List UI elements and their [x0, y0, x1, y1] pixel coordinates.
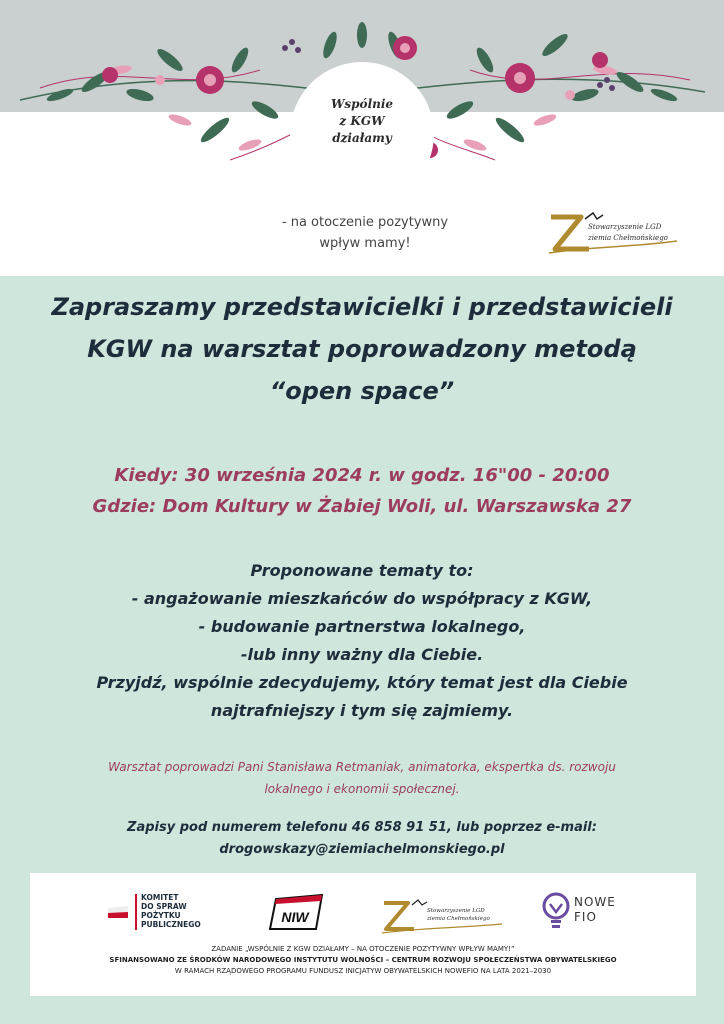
komitet-divider: [135, 894, 137, 930]
signup-phone: Zapisy pod numerem telefonu 46 858 91 51, lub poprzez e-mail:: [127, 820, 597, 835]
topic-item: - budowanie partnerstwa lokalnego,: [198, 617, 526, 636]
komitet-logo: [108, 892, 218, 932]
signup-info: [40, 817, 684, 861]
headline: Zapraszamy przedstawicielki i przedstawicieli KGW na warsztat poprowadzony metodą “open space”: [51, 293, 673, 405]
badge-title: Wspólnie z KGW działamy: [330, 97, 394, 145]
niw-logo: [266, 891, 324, 933]
polish-flag-icon: [108, 906, 128, 918]
niw-label: NIW: [281, 909, 309, 925]
tagline: - na otoczenie pozytywny wpływ mamy!: [281, 215, 449, 251]
topics-intro: Proponowane tematy to:: [250, 561, 474, 580]
funding-footnote: ZADANIE „WSPÓLNIE Z KGW DZIAŁAMY – NA OTOCZENIE POZYTYWNY WPŁYW MAMY!” SFINANSOWANO ZE ŚRODKÓW NARODOWEGO INSTYTUTU WOLNOŚCI – CENTRUM ROZWOJU SPOŁECZEŃSTWA OBYWATELSKIEGO W RAMACH RZĄDOWEGO PROGRAMU FUNDUSZ INICJATYW OBYWATELSKICH NOWEFIO NA LATA 2021–2030: [109, 945, 617, 975]
topics-invitation: najtrafniejszy i tym się zajmiemy.: [210, 701, 514, 720]
nowe-fio-logo-text: NOWE FIO: [574, 895, 616, 924]
facilitator-note: Warsztat poprowadzi Pani Stanisława Retmaniak, animatorka, ekspertka ds. rozwoju lokalnego i ekonomii społecznej.: [108, 760, 616, 796]
topics-invitation: Przyjdź, wspólnie zdecydujemy, który temat jest dla Ciebie: [96, 673, 628, 692]
topics-list: [20, 557, 704, 725]
event-when: Kiedy: 30 września 2024 r. w godz. 16"00 - 20:00: [114, 465, 610, 486]
event-info: [20, 460, 704, 522]
komitet-text: KOMITET DO SPRAW POŻYTKU PUBLICZNEGO: [141, 893, 201, 929]
sponsor-footer: [30, 873, 696, 996]
topic-item: - angażowanie mieszkańców do współpracy z KGW,: [131, 589, 593, 608]
signup-email-link[interactable]: drogowskazy@ziemiachelmonskiego.pl: [219, 842, 505, 857]
topic-item: -lub inny ważny dla Ciebie.: [240, 645, 484, 664]
lgd-footer-logo-text: Stowarzyszenie LGD ziemia Chełmońskiego: [427, 908, 490, 922]
event-where: Gdzie: Dom Kultury w Żabiej Woli, ul. Warszawska 27: [92, 496, 632, 517]
lgd-logo-text: Stowarzyszenie LGD ziemia Chełmońskiego: [588, 223, 668, 242]
